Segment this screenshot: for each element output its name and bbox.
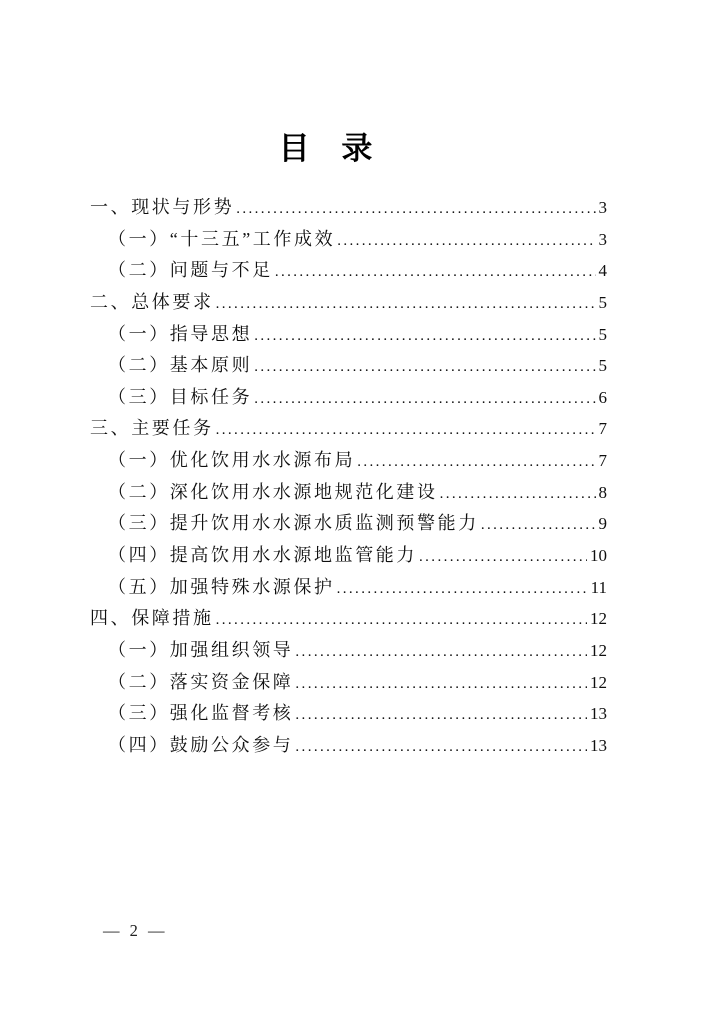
toc-entry-page: 5 — [598, 324, 607, 344]
toc-entry-page: 9 — [598, 514, 607, 534]
toc-entry-page: 12 — [590, 609, 607, 629]
toc-entry[interactable] — [90, 225, 607, 257]
toc-entry-label: 三、主要任务 — [90, 418, 214, 439]
toc-leader-dots — [254, 359, 595, 376]
toc-leader-dots — [275, 264, 596, 281]
toc-entry-label: （二）深化饮用水水源地规范化建设 — [108, 481, 438, 502]
toc-leader-dots — [357, 454, 595, 471]
toc-entry-page: 3 — [598, 198, 607, 217]
toc-entry[interactable] — [90, 446, 607, 478]
toc-entry-label: （二）问题与不足 — [108, 260, 273, 281]
toc-entry-page: 3 — [598, 229, 607, 249]
toc-leader-dots — [337, 233, 595, 250]
toc-entry-page: 13 — [590, 735, 607, 755]
toc-leader-dots — [295, 739, 587, 756]
toc-leader-dots — [254, 328, 595, 345]
toc-leader-dots — [216, 422, 596, 439]
toc-entry-label: （一）“十三五”工作成效 — [108, 228, 336, 249]
toc-entry[interactable] — [90, 193, 607, 225]
toc-entry-page: 10 — [590, 546, 607, 566]
toc-entry[interactable] — [90, 699, 607, 731]
toc-entry-page: 5 — [598, 356, 607, 376]
toc-entry-label: （五）加强特殊水源保护 — [108, 576, 335, 597]
page-title: 目 录 — [278, 131, 382, 166]
toc-entry[interactable] — [90, 320, 607, 352]
toc-leader-dots — [254, 391, 595, 408]
toc-leader-dots — [295, 676, 587, 693]
toc-entry-page: 8 — [598, 482, 607, 502]
toc-entry[interactable] — [90, 351, 607, 383]
toc-leader-dots — [216, 296, 596, 313]
toc-entry-page: 5 — [598, 292, 607, 312]
toc-leader-dots — [337, 581, 588, 598]
toc-entry-page: 13 — [590, 704, 607, 724]
toc-leader-dots — [419, 549, 587, 566]
toc-entry-label: （三）提升饮用水水源水质监测预警能力 — [108, 513, 479, 534]
toc-entry-label: （四）提高饮用水水源地监管能力 — [108, 545, 417, 566]
toc-entry-label: （三）强化监督考核 — [108, 703, 294, 724]
toc-entry-page: 11 — [590, 577, 607, 597]
toc-leader-dots — [440, 486, 596, 503]
toc-entry[interactable] — [90, 731, 607, 763]
toc-entry-label: （二）基本原则 — [108, 355, 253, 376]
toc-leader-dots — [236, 201, 595, 218]
toc-entry-label: （一）指导思想 — [108, 323, 253, 344]
toc-entry-label: （二）落实资金保障 — [108, 671, 294, 692]
toc-leader-dots — [295, 707, 587, 724]
toc-entry[interactable] — [90, 573, 607, 605]
toc-entry[interactable] — [90, 478, 607, 510]
toc-entry[interactable] — [90, 636, 607, 668]
table-of-contents — [90, 193, 607, 763]
toc-entry-label: 一、现状与形势 — [90, 197, 235, 217]
toc-entry-page: 7 — [598, 419, 607, 439]
toc-entry-label: （一）加强组织领导 — [108, 639, 294, 660]
toc-entry[interactable] — [90, 383, 607, 415]
toc-entry[interactable] — [90, 509, 607, 541]
toc-entry-page: 7 — [598, 451, 607, 471]
toc-entry-label: （四）鼓励公众参与 — [108, 734, 294, 755]
toc-entry-label: 四、保障措施 — [90, 608, 214, 629]
toc-entry-label: （三）目标任务 — [108, 386, 253, 407]
toc-entry-label: （一）优化饮用水水源布局 — [108, 450, 356, 471]
toc-leader-dots — [295, 644, 587, 661]
toc-leader-dots — [216, 612, 587, 629]
toc-entry[interactable] — [90, 668, 607, 700]
toc-entry[interactable] — [90, 541, 607, 573]
toc-entry-page: 12 — [590, 672, 607, 692]
toc-leader-dots — [481, 517, 596, 534]
toc-entry[interactable] — [90, 256, 607, 288]
toc-entry[interactable] — [90, 288, 607, 320]
toc-entry-page: 4 — [598, 261, 607, 281]
toc-entry-page: 12 — [590, 640, 607, 660]
toc-entry-page: 6 — [598, 387, 607, 407]
toc-entry[interactable] — [90, 604, 607, 636]
toc-entry-label: 二、总体要求 — [90, 291, 214, 312]
toc-entry[interactable] — [90, 414, 607, 446]
footer-page-number: — 2 — — [103, 921, 168, 940]
